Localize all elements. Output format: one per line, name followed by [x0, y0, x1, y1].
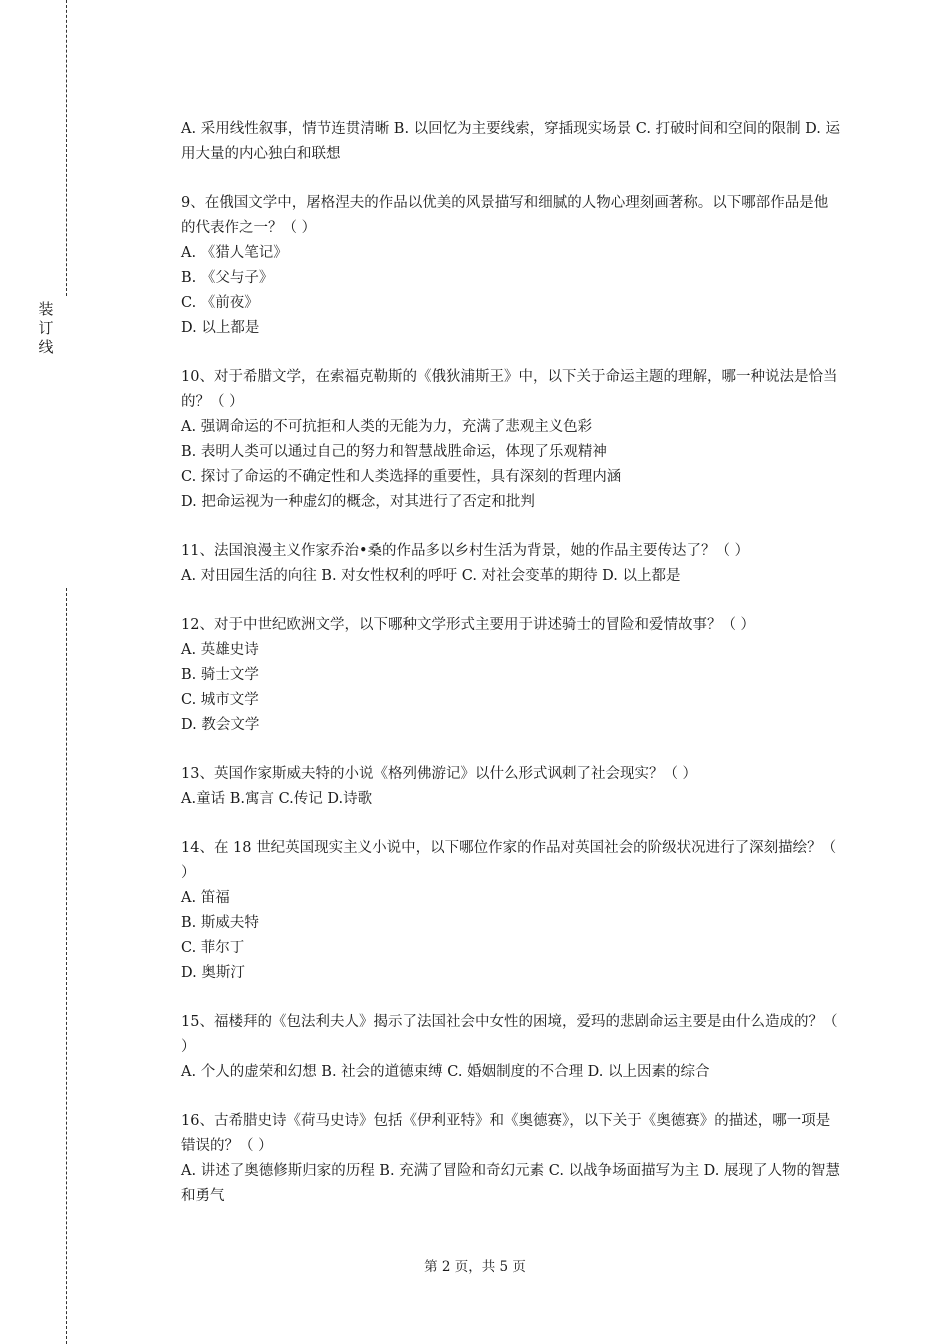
option: A. 个人的虚荣和幻想 B. 社会的道德束缚 C. 婚姻制度的不合理 D. 以上因素的综合	[181, 1064, 710, 1080]
option-list	[181, 1060, 841, 1085]
binding-line-top	[66, 0, 67, 296]
option-list	[181, 415, 841, 515]
question-16	[181, 1109, 841, 1209]
question-stem: 14、在 18 世纪英国现实主义小说中，以下哪位作家的作品对英国社会的阶级状况进行了深刻描绘？（ ）	[181, 840, 837, 881]
question-stem: 10、对于希腊文学，在索福克勒斯的《俄狄浦斯王》中，以下关于命运主题的理解，哪一种说法是恰当的？（ ）	[181, 369, 838, 410]
option: A. 笛福	[181, 890, 230, 906]
option: C. 探讨了命运的不确定性和人类选择的重要性，具有深刻的哲理内涵	[181, 469, 622, 485]
question-12	[181, 613, 841, 738]
option: A. 英雄史诗	[181, 642, 259, 658]
question-stem: 15、福楼拜的《包法利夫人》揭示了法国社会中女性的困境，爱玛的悲剧命运主要是由什么造成的？（ ）	[181, 1014, 838, 1055]
question-15	[181, 1010, 841, 1085]
option: A. 对田园生活的向往 B. 对女性权利的呼吁 C. 对社会变革的期待 D. 以上都是	[181, 568, 681, 584]
option: B. 《父与子》	[181, 270, 274, 286]
option: B. 斯威夫特	[181, 915, 259, 931]
option-list	[181, 886, 841, 986]
question-stem: 12、对于中世纪欧洲文学，以下哪种文学形式主要用于讲述骑士的冒险和爱情故事？（ ）	[181, 617, 756, 633]
option-list	[181, 1159, 841, 1209]
option: D. 奥斯汀	[181, 965, 245, 981]
question-14	[181, 836, 841, 986]
option-list	[181, 638, 841, 738]
binding-label-char: 装	[38, 300, 54, 318]
binding-label	[38, 300, 54, 357]
page-number-footer: 第 2 页，共 5 页	[424, 1259, 526, 1275]
question-8-options: A. 采用线性叙事，情节连贯清晰 B. 以回忆为主要线索，穿插现实场景 C. 打破时间和空间的限制 D. 运用大量的内心独白和联想	[181, 121, 841, 162]
question-10	[181, 365, 841, 515]
option: C. 《前夜》	[181, 295, 259, 311]
question-stem: 13、英国作家斯威夫特的小说《格列佛游记》以什么形式讽刺了社会现实？（ ）	[181, 766, 698, 782]
option: A. 《猎人笔记》	[181, 245, 288, 261]
option: C. 菲尔丁	[181, 940, 245, 956]
question-13	[181, 762, 841, 812]
question-11	[181, 539, 841, 589]
option: D. 把命运视为一种虚幻的概念，对其进行了否定和批判	[181, 494, 535, 510]
option: B. 骑士文学	[181, 667, 259, 683]
option-list	[181, 787, 841, 812]
option: D. 以上都是	[181, 320, 260, 336]
option-list	[181, 564, 841, 589]
option: D. 教会文学	[181, 717, 260, 733]
question-9	[181, 191, 841, 341]
option: A. 讲述了奥德修斯归家的历程 B. 充满了冒险和奇幻元素 C. 以战争场面描写为主 D. 展现了人物的智慧和勇气	[181, 1163, 841, 1204]
option: C. 城市文学	[181, 692, 259, 708]
binding-label-char: 线	[38, 338, 54, 356]
binding-line-bottom	[66, 588, 67, 1344]
binding-label-char: 订	[38, 319, 54, 337]
option: A.童话 B.寓言 C.传记 D.诗歌	[181, 791, 373, 807]
option: B. 表明人类可以通过自己的努力和智慧战胜命运，体现了乐观精神	[181, 444, 607, 460]
question-stem: 9、在俄国文学中，屠格涅夫的作品以优美的风景描写和细腻的人物心理刻画著称。以下哪部作品是他的代表作之一？（ ）	[181, 195, 829, 236]
page-content	[181, 117, 841, 1209]
question-stem: 16、古希腊史诗《荷马史诗》包括《伊利亚特》和《奥德赛》，以下关于《奥德赛》的描述，哪一项是错误的？（ ）	[181, 1113, 831, 1154]
option-list	[181, 241, 841, 341]
option: A. 强调命运的不可抗拒和人类的无能为力，充满了悲观主义色彩	[181, 419, 593, 435]
question-stem: 11、法国浪漫主义作家乔治•桑的作品多以乡村生活为背景，她的作品主要传达了？（ ）	[181, 543, 750, 559]
